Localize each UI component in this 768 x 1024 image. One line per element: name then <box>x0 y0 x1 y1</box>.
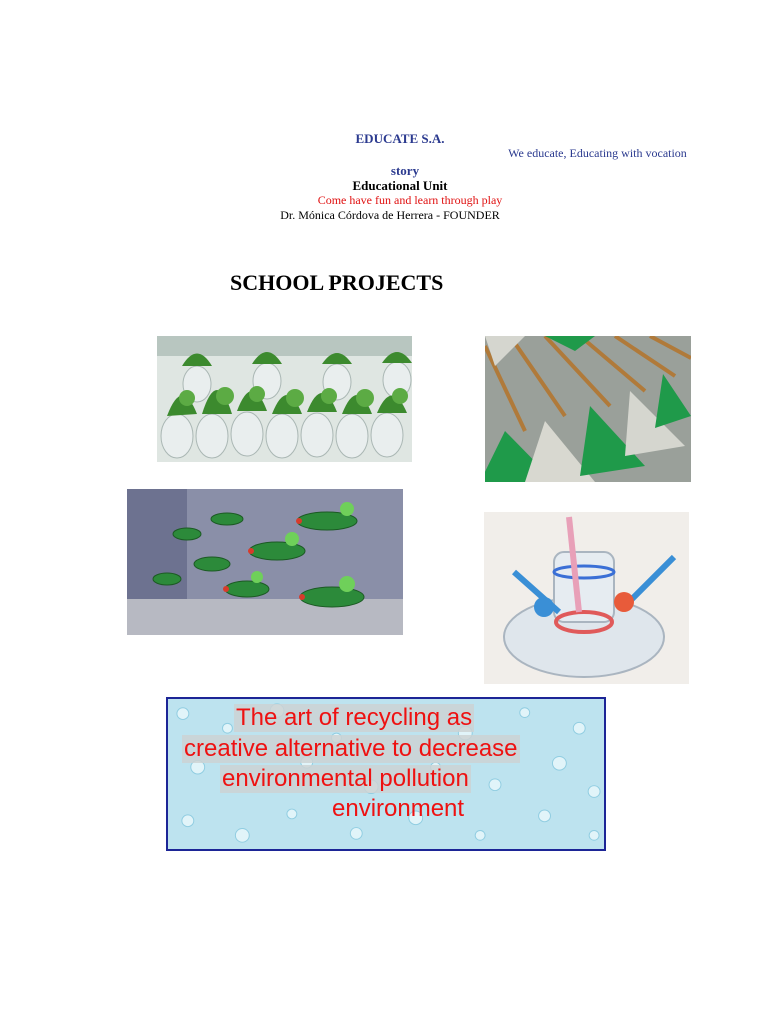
tagline: Come have fun and learn through play <box>317 193 503 207</box>
banner-line-2: creative alternative to decrease <box>184 735 518 762</box>
founder-line: Dr. Mónica Córdova de Herrera - FOUNDER <box>280 208 500 222</box>
brooms-photo <box>485 336 691 482</box>
bottle-garden-photo <box>157 336 412 462</box>
story-label: story <box>390 163 420 178</box>
banner-line-3: environmental pollution <box>222 765 469 792</box>
banner-line-1: The art of recycling as <box>236 704 473 731</box>
wall-planters-photo <box>127 489 403 635</box>
recycling-banner <box>166 697 606 851</box>
motto: We educate, Educating with vocation <box>508 146 687 160</box>
page-title: SCHOOL PROJECTS <box>230 270 444 295</box>
banner-line-4: environment <box>332 795 465 822</box>
org-name: EDUCATE S.A. <box>355 131 445 146</box>
toothbrush-holder-photo <box>484 512 689 684</box>
educational-unit: Educational Unit <box>352 178 448 193</box>
